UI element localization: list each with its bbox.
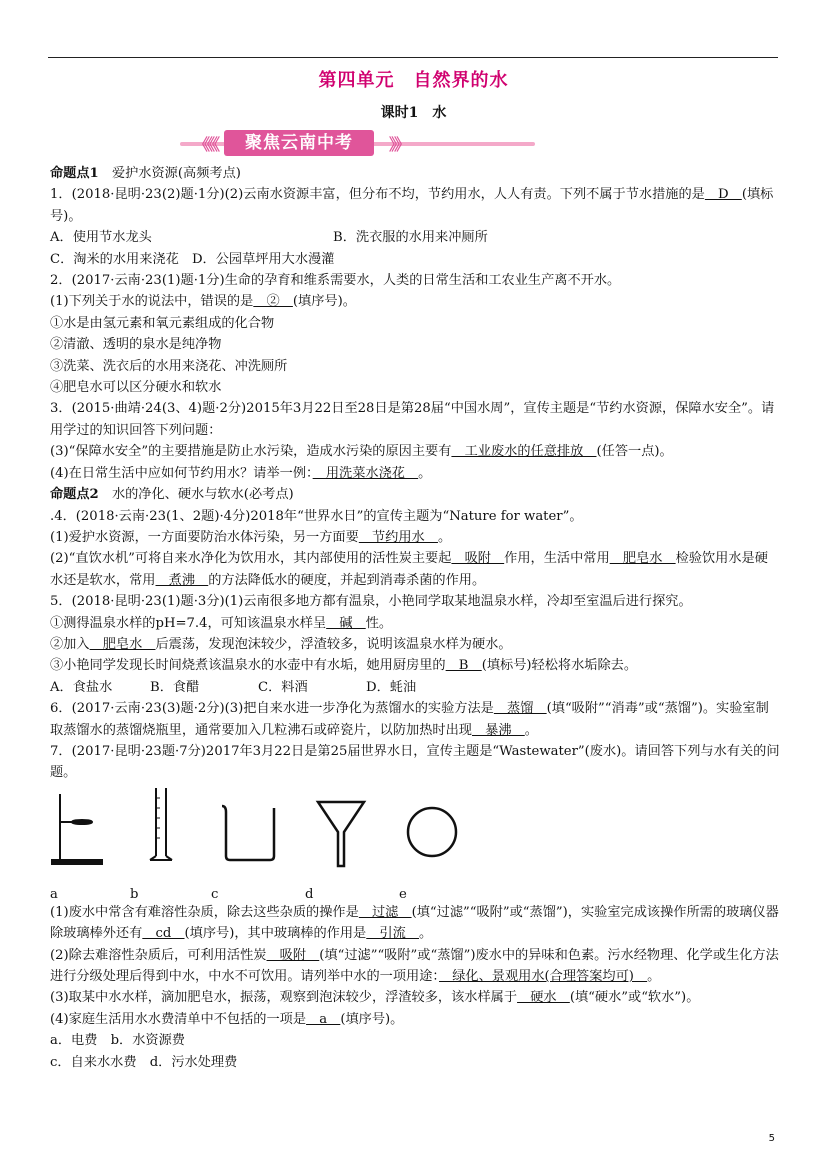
q2-item-2: ②清澈、透明的泉水是纯净物: [50, 337, 222, 353]
header-rule: [48, 57, 778, 58]
q1-option-b: B．洗衣服的水用来冲厕所: [333, 230, 488, 246]
iron-stand-icon: [52, 794, 102, 864]
apparatus-drawing: [50, 784, 470, 884]
q5-option-b: B．食醋: [150, 679, 200, 695]
q7-sub1-text-b: (填“过滤”“吸附”或“蒸馏”)，实验室完成该操作所需的玻璃仪器除玻璃棒外还有: [50, 904, 779, 942]
topic-heading-1: [50, 163, 780, 184]
q7-sub1-answer-3: 引流: [366, 926, 419, 942]
question-4-stem: .4．(2018·云南·23(1、2题)·4分)2018年“世界水日”的宣传主题为“Nature for water”。: [50, 508, 583, 524]
q4-sub1: [50, 527, 780, 548]
q1-option-a: A．使用节水龙头: [50, 230, 152, 246]
q5-step2-end: 后震荡，发现泡沫较少，浮渣较多，说明该温泉水样为硬水。: [155, 636, 512, 652]
q5-step-3: [50, 655, 780, 676]
q7-sub2-text-a: (2)除去难溶性杂质后，可利用活性炭: [50, 947, 267, 963]
section-banner: [180, 130, 535, 156]
unit-title: 第四单元 自然界的水: [318, 70, 509, 91]
q7-sub2: [50, 945, 780, 988]
q1-answer: D: [704, 187, 742, 203]
q7-sub2-answer-2: 绿化、景观用水(合理答案均可): [439, 969, 648, 984]
label-b: b: [130, 886, 139, 902]
q3-sub3-end: (任答一点)。: [596, 444, 673, 460]
topic-title: 水的净化、硬水与软水(必考点): [111, 487, 294, 503]
lesson-title: 课时1 水: [380, 105, 447, 121]
q1-options-ab: [50, 227, 780, 248]
banner-arrows-left-icon: 《《《: [194, 135, 218, 154]
q7-sub1-answer-1: 过滤: [358, 904, 412, 920]
q1-options-cd: C．淘米的水用来浇花 D．公园草坪用大水漫灌: [50, 251, 335, 267]
q5-option-a: A．食盐水: [50, 679, 113, 695]
q7-sub3: [50, 987, 780, 1008]
q5-option-d: D．蚝油: [366, 679, 417, 695]
q7-sub2-text-b: (填“过滤”“吸附”或“蒸馏”)废水中的异味和色素。污水经物理、化学或生化方法进行分级处理后得到中水，中水不可饮用。请列举中水的一项用途：: [50, 947, 779, 984]
q5-option-c: C．料酒: [258, 679, 308, 695]
q4-sub2: [50, 548, 780, 591]
q4-sub2-text-a: (2)“直饮水机”可将自来水净化为饮用水，其内部使用的活性炭主要起: [50, 551, 452, 567]
apparatus-labels: [50, 884, 780, 902]
funnel-icon: [318, 802, 364, 866]
q5-step3-end: (填标号)轻松将水垢除去。: [481, 658, 638, 674]
q5-step-2: [50, 634, 780, 655]
q7-sub1-answer-2: cd: [142, 926, 185, 942]
q2-item-1: ①水是由氢元素和氧元素组成的化合物: [50, 315, 275, 331]
q7-sub1: [50, 902, 780, 945]
q5-step2-answer: 肥皂水: [89, 636, 156, 652]
q7-sub3-end: (填“硬水”或“软水”)。: [569, 990, 700, 1006]
q2-answer: ②: [253, 294, 293, 310]
q7-sub4-answer: a: [306, 1011, 341, 1027]
q3-sub3-answer: 工业废水的任意排放: [451, 444, 597, 460]
q7-sub4: [50, 1009, 780, 1030]
label-e: e: [399, 886, 407, 902]
question-content: [50, 163, 780, 1073]
q4-sub2-answer-2: 肥皂水: [609, 551, 676, 567]
q7-options-ab: a．电费 b．水资源费: [50, 1033, 185, 1049]
q5-step3-answer: B: [445, 658, 482, 674]
q5-step2-text: ②加入: [50, 636, 90, 652]
topic-label: 命题点1: [50, 166, 99, 181]
q5-step3-text: ③小艳同学发现长时间烧煮该温泉水的水壶中有水垢，她用厨房里的: [50, 658, 446, 674]
q6-answer-1: 蒸馏: [493, 701, 547, 717]
q5-step1-answer: 碱: [326, 615, 366, 631]
label-c: c: [211, 886, 219, 902]
q7-sub3-text: (3)取某中水水样，滴加肥皂水，振荡，观察到泡沫较少，浮渣较多，该水样属于: [50, 990, 518, 1006]
question-6: [50, 698, 780, 741]
q1-stem-end: (填标号)。: [50, 187, 774, 224]
q7-sub1-text-a: (1)废水中常含有难溶性杂质，除去这些杂质的操作是: [50, 904, 359, 920]
q3-sub4-answer: 用洗菜水浇花: [312, 465, 419, 481]
q3-sub3: [50, 441, 780, 462]
q2-sub1: [50, 291, 780, 312]
question-1-stem: [50, 184, 780, 227]
q4-sub1-answer: 节约用水: [358, 529, 438, 545]
q2-item-3: ③洗菜、洗衣后的水用来浇花、冲洗厕所: [50, 358, 288, 374]
q7-sub2-end: 。: [647, 969, 661, 984]
q6-end: 。: [524, 722, 538, 738]
banner-label: 聚焦云南中考: [224, 130, 374, 156]
q7-sub3-answer: 硬水: [517, 990, 570, 1006]
q5-options: [50, 677, 780, 698]
lab-apparatus-figure: [50, 784, 780, 884]
q3-sub4: [50, 463, 780, 484]
q5-step1-text: ①测得温泉水样的pH=7.4，可知该温泉水样呈: [50, 615, 327, 631]
q3-sub4-text: (4)在日常生活中应如何节约用水？请举一例：: [50, 465, 313, 481]
filter-paper-icon: [408, 808, 456, 856]
banner-arrows-right-icon: 》》: [388, 135, 407, 154]
q6-mid-text: (填“吸附”“消毒”或“蒸馏”)。实验室制取蒸馏水的蒸馏烧瓶里，通常要加入几粒沸石或碎瓷片，以防加热时出现: [50, 701, 769, 738]
q7-options-cd: c．自来水水费 d．污水处理费: [50, 1054, 238, 1070]
q7-sub1-end: 。: [419, 926, 433, 942]
q1-stem-text: 1．(2018·昆明·23(2)题·1分)(2)云南水资源丰富，但分布不均，节约用水，人人有责。下列不属于节水措施的是: [50, 187, 705, 203]
topic-heading-2: [50, 484, 780, 505]
question-2-stem: 2．(2017·云南·23(1)题·1分)生命的孕育和维系需要水，人类的日常生活和工农业生产离不开水。: [50, 273, 621, 289]
q3-sub3-text: (3)“保障水安全”的主要措施是防止水污染，造成水污染的原因主要有: [50, 444, 452, 460]
label-a: a: [50, 886, 58, 902]
q4-sub2-answer-1: 吸附: [451, 551, 505, 567]
page-number: 5: [768, 1133, 775, 1144]
q7-sub2-answer-1: 吸附: [266, 947, 320, 963]
q7-sub4-end: (填序号)。: [340, 1011, 404, 1027]
q4-sub2-answer-3: 煮沸: [155, 572, 209, 588]
topic-title: 爱护水资源(高频考点): [111, 166, 241, 181]
q4-sub1-text: (1)爱护水资源，一方面要防治水体污染，另一方面要: [50, 529, 359, 545]
label-d: d: [305, 886, 314, 902]
q3-sub4-end: 。: [418, 465, 432, 481]
q7-sub4-text: (4)家庭生活用水水费清单中不包括的一项是: [50, 1011, 307, 1027]
q4-sub2-text-c: 检验饮用水是硬水还是软水，常用: [50, 551, 768, 588]
q6-stem-text: 6．(2017·云南·23(3)题·2分)(3)把自来水进一步净化为蒸馏水的实验方法是: [50, 701, 494, 717]
q4-sub2-text-d: 的方法降低水的硬度，并起到消毒杀菌的作用。: [208, 572, 486, 588]
q4-sub1-end: 。: [437, 529, 452, 545]
beaker-icon: [222, 806, 274, 860]
q5-step-1: [50, 613, 780, 634]
q2-item-4: ④肥皂水可以区分硬水和软水: [50, 380, 222, 396]
question-3-stem: 3．(2015·曲靖·24(3、4)题·2分)2015年3月22日至28日是第28届“中国水周”，宣传主题是“节约水资源，保障水安全”。请用学过的知识回答下列问题：: [50, 401, 775, 438]
q5-step1-end: 性。: [365, 615, 393, 631]
q7-sub1-text-c: (填序号)，其中玻璃棒的作用是: [184, 926, 367, 942]
question-5-stem: 5．(2018·昆明·23(1)题·3分)(1)云南很多地方都有温泉，小艳同学取某地温泉水样，冷却至室温后进行探究。: [50, 594, 692, 610]
graduated-cylinder-icon: [150, 788, 172, 860]
q2-sub1-end: (填序号)。: [292, 294, 356, 310]
q2-sub1-text: (1)下列关于水的说法中，错误的是: [50, 294, 254, 310]
q4-sub2-text-b: 作用，生活中常用: [504, 551, 610, 567]
topic-label: 命题点2: [50, 487, 99, 503]
question-7-stem: 7．(2017·昆明·23题·7分)2017年3月22日是第25届世界水日，宣传主题是“Wastewater”(废水)。请回答下列与水有关的问题。: [50, 743, 780, 781]
q6-answer-2: 暴沸: [472, 722, 525, 738]
